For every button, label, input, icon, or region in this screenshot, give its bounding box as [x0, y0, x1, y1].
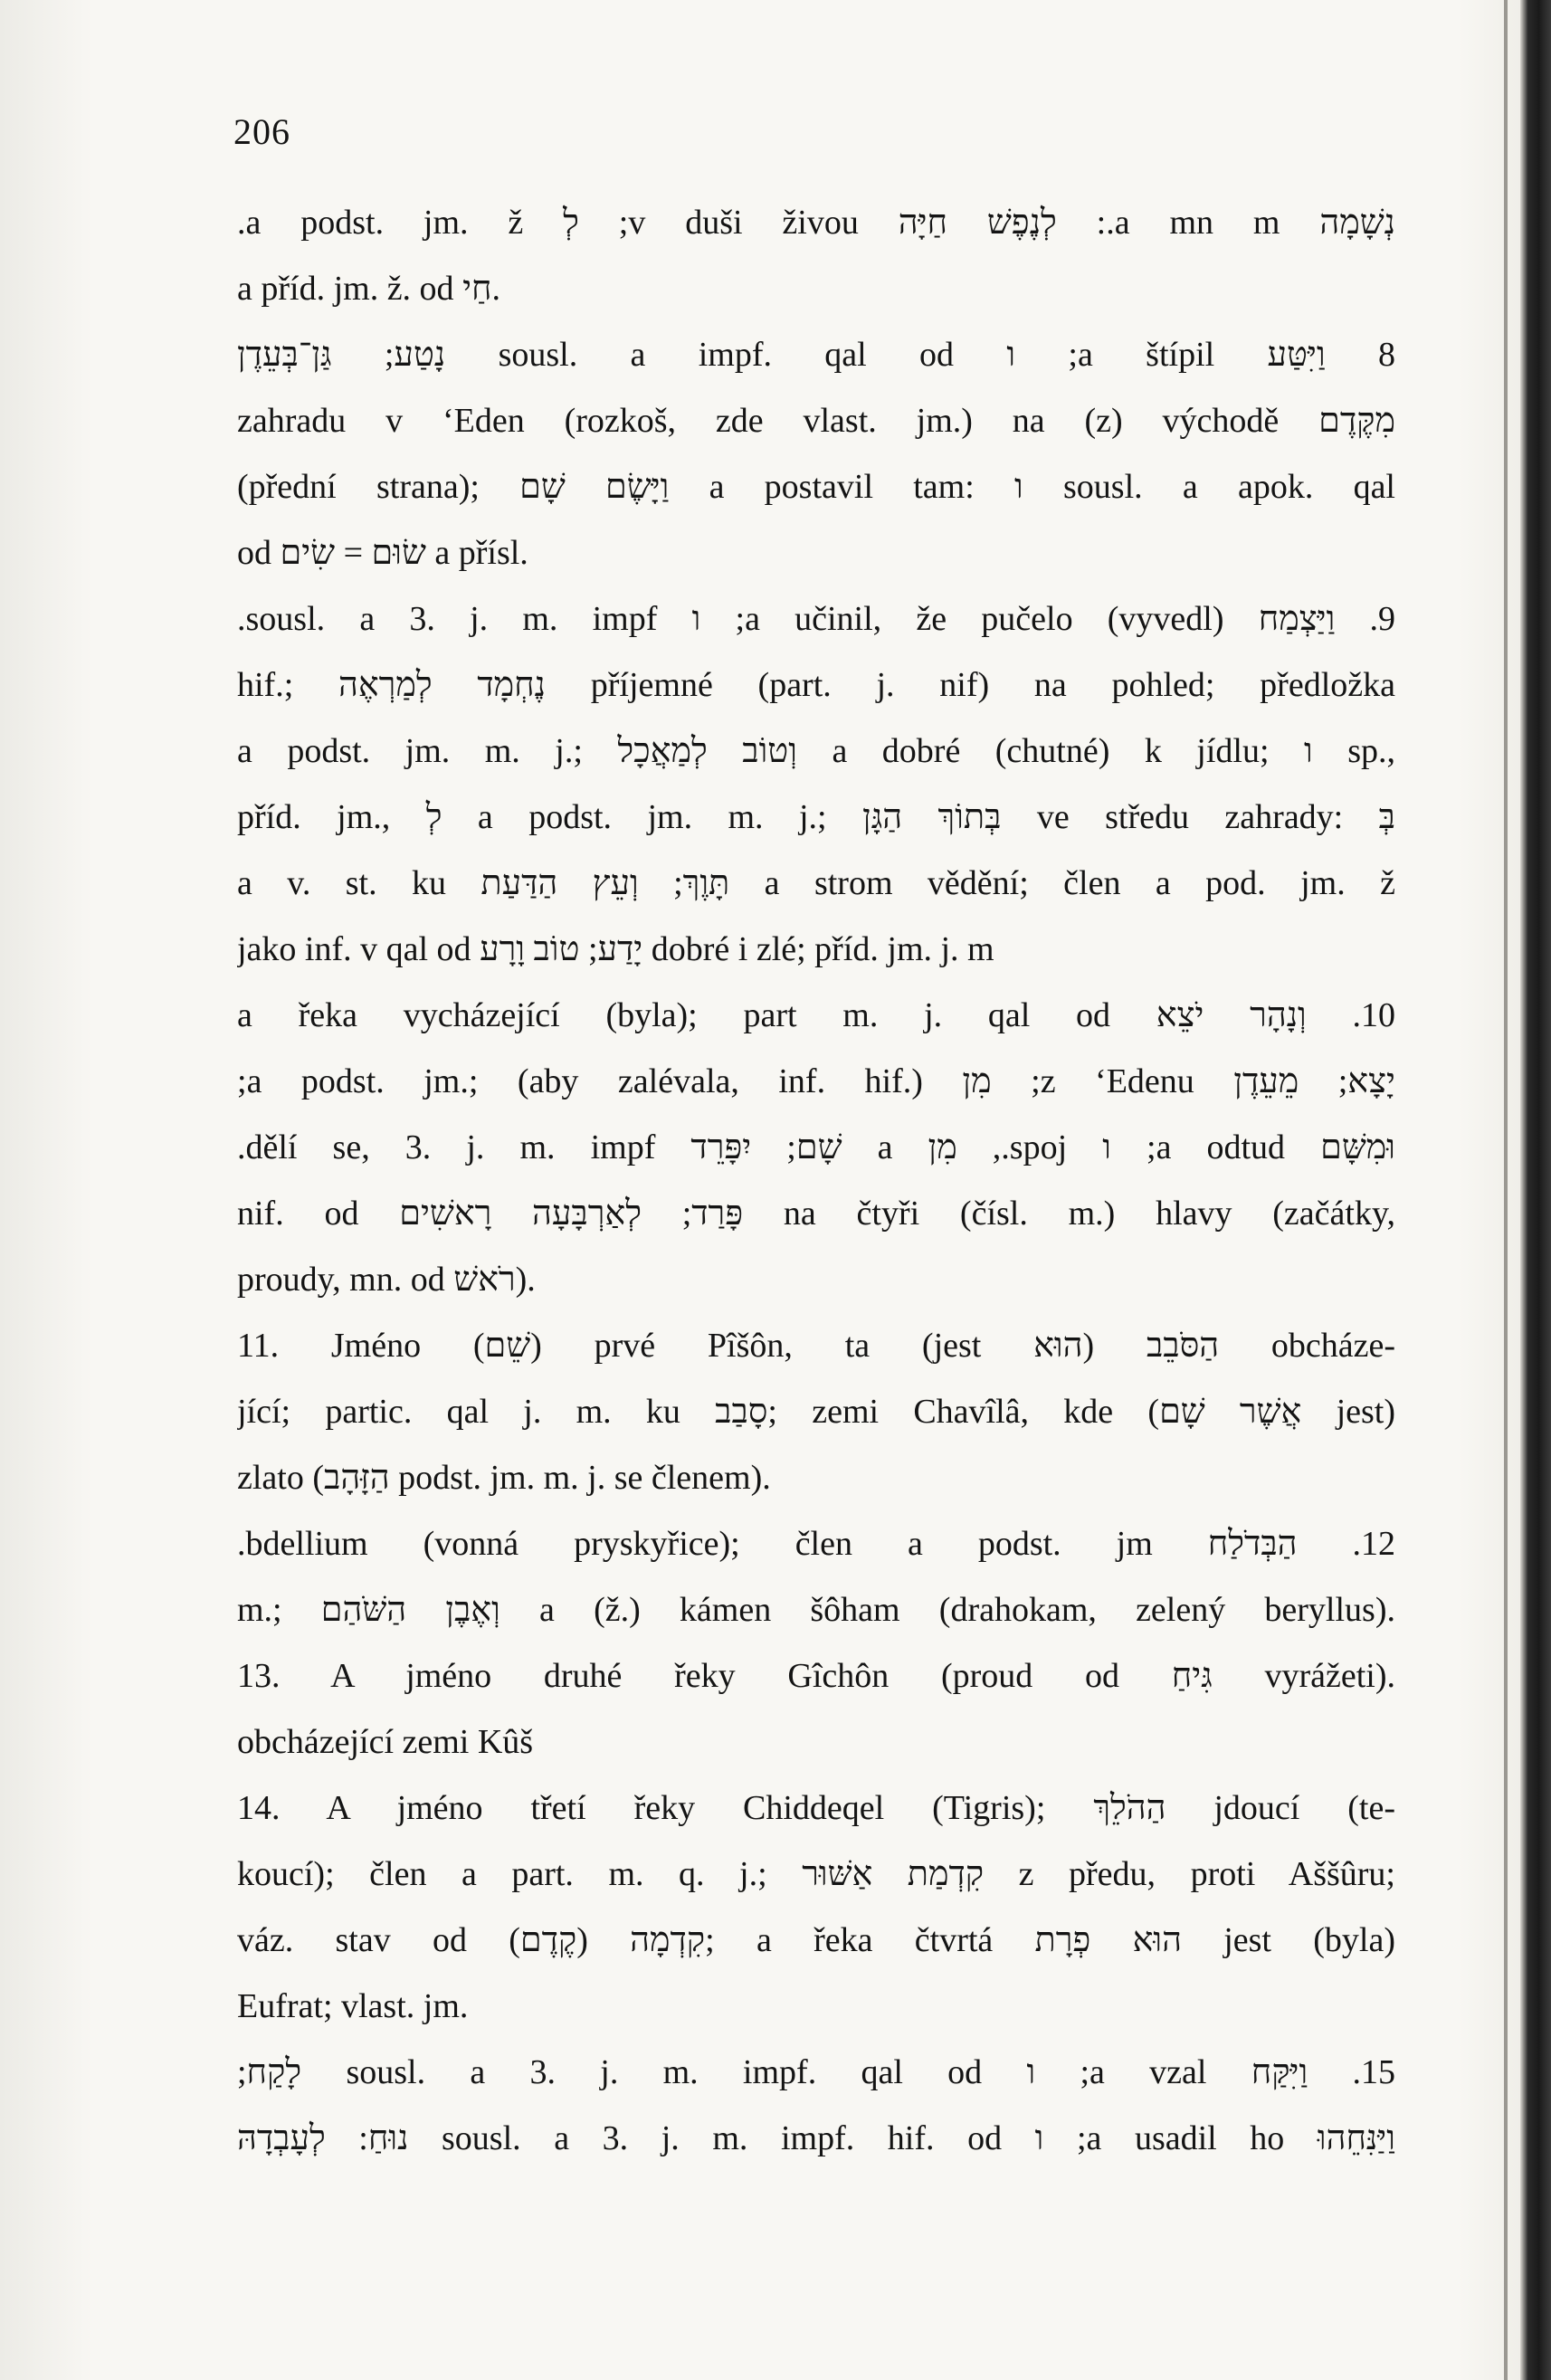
- text-line: váz. stav od קִדְמָה (קֶדֶם); a řeka čtvrtá הוּא פְרָת jest (byla): [237, 1921, 1395, 1959]
- text-line: 12. הַבְּדֹלַח bdellium (vonná pryskyřice); člen a podst. jm.: [237, 1525, 1395, 1563]
- text-line: zlato (הַזָּהָב podst. jm. m. j. se členem).: [237, 1459, 771, 1497]
- page-edge-line: [1504, 0, 1508, 2380]
- text-line: m.; וְאֶבֶן הַשֹּׁהַם a (ž.) kámen šôham (drahokam, zelený beryllus).: [237, 1591, 1395, 1629]
- text-line: מִקֶּדֶם zahradu v ‘Eden (rozkoš, zde vlast. jm.) na (z) východě: [237, 402, 1395, 440]
- text-line: 9. וַיַּצְמַח a učinil, že pučelo (vyvedl); ו sousl. a 3. j. m. impf.: [237, 600, 1395, 638]
- text-line: נְשָׁמָה a mn m.: לְנֶפֶשׁ חַיָּה v duši živou; לְ a podst. jm. ž.: [237, 204, 1395, 242]
- text-line: obcházející zemi Kûš: [237, 1723, 534, 1761]
- text-line: hif.; נֶחְמָד לְמַרְאֶה příjemné (part. j. nif) na pohled; předložka: [237, 666, 1395, 704]
- text-line: a podst. jm. m. j.; וְטוֹב לְמַאֲכָל a dobré (chutné) k jídlu; ו sp.,: [237, 732, 1395, 770]
- text-line: 13. A jméno druhé řeky Gîchôn (proud od גִּיחַ vyrážeti).: [237, 1657, 1395, 1695]
- text-line: 15. וַיִּקַּח a vzal; ו sousl. a 3. j. m. impf. qal od לָקַח;: [237, 2053, 1395, 2091]
- text-line: Eufrat; vlast. jm.: [237, 1987, 469, 2025]
- text-line: jako inf. v qal od יָדַע; טוֹב וָרָע dobré i zlé; příd. jm. j. m: [237, 930, 994, 968]
- text-line: od שׂוּם = שִׂים a přísl.: [237, 534, 528, 572]
- text-line: 11. Jméno (שֵׁם) prvé Pîšôn, ta (jest הוּא) הַסֹּבֵב obcháze-: [237, 1327, 1395, 1365]
- text-line: 14. A jméno třetí řeky Chiddeqel (Tigris); הַהֹלֵךְ jdoucí (te-: [237, 1789, 1395, 1827]
- text-line: nif. od פָּרַד; לְאַרְבָּעָה רָאשִׁים na čtyři (čísl. m.) hlavy (začátky,: [237, 1195, 1395, 1233]
- text-line: a příd. jm. ž. od חַי.: [237, 270, 501, 308]
- text-line: (přední strana); וַיָּשֶׂם שָׁם a postavil tam: ו sousl. a apok. qal: [237, 468, 1395, 506]
- text-line: 10. וְנָהָר יֹצֵא a řeka vycházející (byla); part m. j. qal od: [237, 996, 1395, 1034]
- text-line: a v. st. ku תָּוֶךְ; וְעֵץ הַדַּעַת a strom vědění; člen a pod. jm. ž: [237, 864, 1395, 902]
- text-line: וַיַּנִּחֵהוּ a usadil ho; ו sousl. a 3. j. m. impf. hif. od נוּחַ: לְעָבְדָהּ: [237, 2119, 1395, 2157]
- text-line: proudy, mn. od רֹאשׁ).: [237, 1261, 536, 1299]
- text-line: יָצָא; מֵעֵדֶן z ‘Edenu; מִן a podst. jm.; (aby zalévala, inf. hif.);: [237, 1062, 1395, 1100]
- commentary-text: [237, 190, 1395, 2172]
- text-line: jící; partic. qal j. m. ku סָבַב; zemi Chavîlâ, kde (אֲשֶׁר שָׁם jest): [237, 1393, 1395, 1431]
- text-line: 8 וַיִּטַּע a štípil; ו sousl. a impf. qal od נָטַע; גַּן־בְּעֵדֶן: [237, 336, 1395, 374]
- text-line: koucí); člen a part. m. q. j.; קִדְמַת אַשּׁוּר z předu, proti Aššûru;: [237, 1855, 1395, 1893]
- text-line: וּמִשָּׁם a odtud; ו spoj., מִן a שָׁם; יִפָּרֵד dělí se, 3. j. m. impf.: [237, 1128, 1395, 1166]
- page-edge-shadow: [1520, 0, 1551, 2380]
- text-line: příd. jm., לְ a podst. jm. m. j.; בְּתוֹךְ הַגָּן ve středu zahrady: בְּ: [237, 798, 1395, 836]
- page-number: 206: [233, 111, 290, 152]
